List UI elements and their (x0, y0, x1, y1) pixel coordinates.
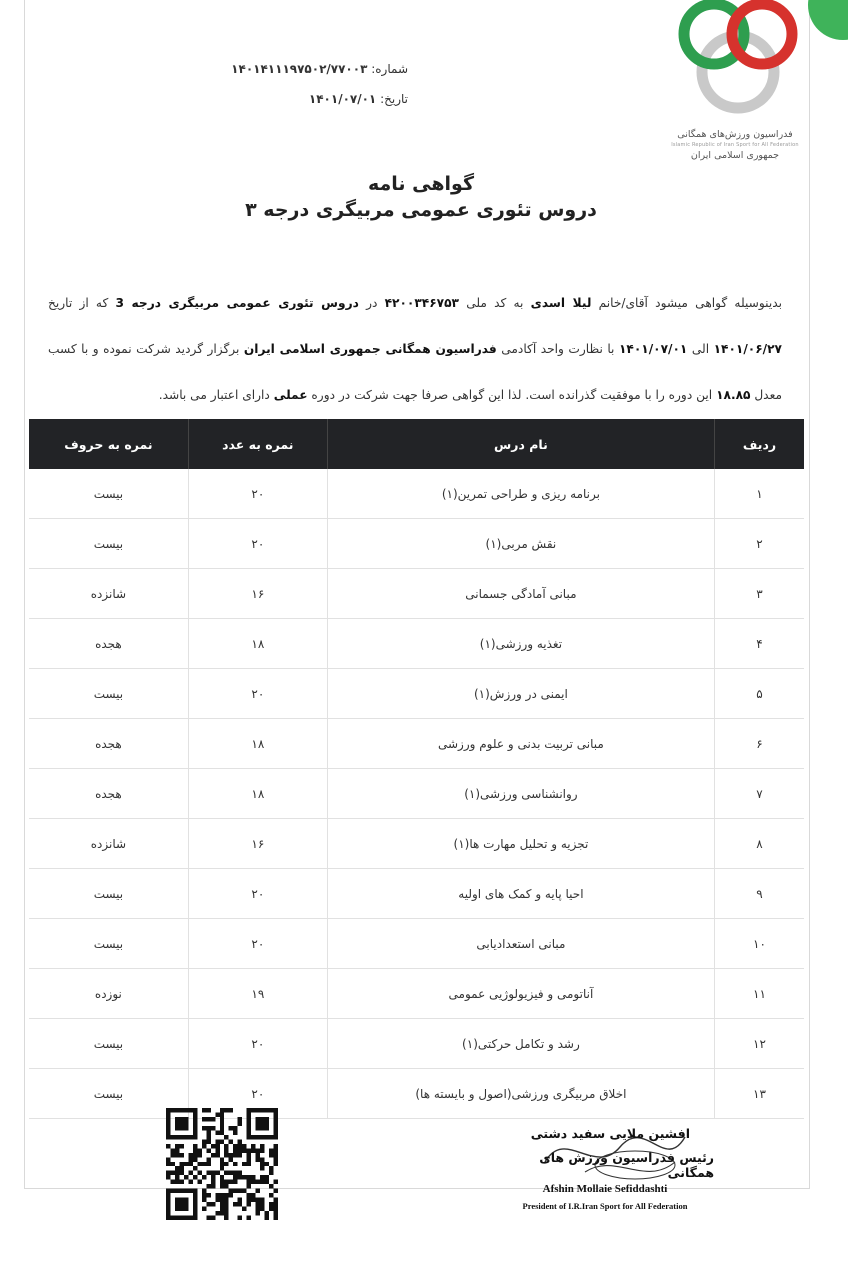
corner-green-mark (808, 0, 848, 40)
score-words: بیست (29, 469, 188, 519)
row-number: ۳ (715, 569, 805, 619)
score-number: ۱۶ (188, 569, 327, 619)
score-words: بیست (29, 869, 188, 919)
row-number: ۱۱ (715, 969, 805, 1019)
person-name: لیلا اسدی (530, 296, 592, 310)
score-number: ۲۰ (188, 1019, 327, 1069)
score-number: ۲۰ (188, 1069, 327, 1119)
course-cell: آناتومی و فیزیولوژیی عمومی (327, 969, 714, 1019)
table-row (29, 869, 804, 919)
practical-word: عملی (273, 388, 308, 402)
body-text-4: که از تاریخ (48, 296, 116, 310)
row-number: ۶ (715, 719, 805, 769)
score-words: هجده (29, 719, 188, 769)
score-number: ۱۸ (188, 719, 327, 769)
header-score-words: نمره به حروف (29, 419, 188, 469)
number-value: ۱۴۰۱۴۱۱۱۹۷۵۰۲/۷۷۰۰۳ (231, 62, 368, 76)
body-text-8: این دوره را با موفقیت گذرانده است. لذا این گواهی صرفا جهت شرکت در دوره (307, 388, 717, 402)
row-number: ۱۳ (715, 1069, 805, 1119)
table-row (29, 769, 804, 819)
course-name: دروس تئوری عمومی مربیگری درجه 3 (115, 296, 359, 310)
course-cell: ایمنی در ورزش(۱) (327, 669, 714, 719)
header-row-number: ردیف (715, 419, 805, 469)
row-number: ۹ (715, 869, 805, 919)
signer-title-en: President of I.R.Iran Sport for All Federation (522, 1201, 688, 1211)
federation-name: فدراسیون همگانی جمهوری اسلامی ایران (243, 342, 497, 356)
score-number: ۱۸ (188, 619, 327, 669)
table-row (29, 969, 804, 1019)
signer-name-fa: افشین ملایی سفید دشتی (530, 1126, 690, 1141)
body-text-6: با نظارت واحد آکادمی (496, 342, 619, 356)
score-words: نوزده (29, 969, 188, 1019)
document-meta (168, 54, 408, 114)
table-row (29, 719, 804, 769)
table-row (29, 669, 804, 719)
body-text-3: در (358, 296, 385, 310)
table-header-row (29, 419, 804, 469)
score-number: ۱۹ (188, 969, 327, 1019)
table-row (29, 569, 804, 619)
average-score: ۱۸.۸۵ (716, 388, 751, 402)
row-number: ۵ (715, 669, 805, 719)
row-number: ۷ (715, 769, 805, 819)
course-cell: برنامه ریزی و طراحی تمرین(۱) (327, 469, 714, 519)
course-cell: تجزیه و تحلیل مهارت ها(۱) (327, 819, 714, 869)
national-id: ۴۲۰۰۳۴۶۷۵۳ (384, 296, 459, 310)
table-row (29, 919, 804, 969)
logo-caption-en: Islamic Republic of Iran Sport for All Federation (671, 142, 799, 148)
header-score-number: نمره به عدد (188, 419, 327, 469)
course-cell: نقش مربی(۱) (327, 519, 714, 569)
row-number: ۱۰ (715, 919, 805, 969)
row-number: ۸ (715, 819, 805, 869)
score-words: بیست (29, 519, 188, 569)
course-cell: رشد و تکامل حرکتی(۱) (327, 1019, 714, 1069)
course-cell: احیا پایه و کمک های اولیه (327, 869, 714, 919)
table-row (29, 469, 804, 519)
score-words: شانزده (29, 569, 188, 619)
certificate-title: گواهی نامه (367, 173, 475, 195)
score-words: بیست (29, 1019, 188, 1069)
score-words: بیست (29, 1069, 188, 1119)
table-row (29, 519, 804, 569)
number-line (168, 54, 408, 84)
course-cell: تغذیه ورزشی(۱) (327, 619, 714, 669)
table-row (29, 819, 804, 869)
table-row (29, 1019, 804, 1069)
score-words: شانزده (29, 819, 188, 869)
score-number: ۲۰ (188, 519, 327, 569)
score-number: ۲۰ (188, 669, 327, 719)
score-number: ۱۸ (188, 769, 327, 819)
date-label: تاریخ: (380, 92, 408, 106)
course-cell: مبانی استعدادیابی (327, 919, 714, 969)
number-label: شماره: (371, 62, 408, 76)
row-number: ۴ (715, 619, 805, 669)
logo-caption-fa2: جمهوری اسلامی ایران (690, 150, 780, 161)
row-number: ۱۲ (715, 1019, 805, 1069)
body-text-5: الی (687, 342, 714, 356)
body-text-2: به کد ملی (458, 296, 531, 310)
logo-caption (655, 128, 815, 162)
row-number: ۲ (715, 519, 805, 569)
grades-table (29, 419, 804, 1119)
score-words: هجده (29, 769, 188, 819)
signer-name-en: Afshin Mollaie Sefiddashti (542, 1183, 668, 1195)
course-cell: روانشناسی ورزشی(۱) (327, 769, 714, 819)
date-value: ۱۴۰۱/۰۷/۰۱ (308, 92, 377, 106)
header-course-name: نام درس (327, 419, 714, 469)
body-text-7: برگزار گردید شرکت نموده و با کسب معدل (48, 342, 782, 402)
score-number: ۲۰ (188, 919, 327, 969)
certificate-subtitle: دروس تئوری عمومی مربیگری درجه ۳ (245, 199, 597, 221)
logo-caption-fa: فدراسیون ورزش‌های همگانی (677, 129, 793, 140)
body-text-1: بدینوسیله گواهی میشود آقای/خانم (591, 296, 783, 310)
qr-code (166, 1108, 278, 1220)
row-number: ۱ (715, 469, 805, 519)
date-to: ۱۴۰۱/۰۷/۰۱ (618, 342, 688, 356)
course-cell: مبانی آمادگی جسمانی (327, 569, 714, 619)
score-words: بیست (29, 919, 188, 969)
certificate-body (48, 280, 782, 418)
date-from: ۱۴۰۱/۰۶/۲۷ (713, 342, 782, 356)
date-line (168, 84, 408, 114)
course-cell: مبانی تربیت بدنی و علوم ورزشی (327, 719, 714, 769)
score-words: بیست (29, 669, 188, 719)
course-cell: اخلاق مربیگری ورزشی(اصول و بایسته ها) (327, 1069, 714, 1119)
score-number: ۱۶ (188, 819, 327, 869)
table-row (29, 1069, 804, 1119)
score-number: ۲۰ (188, 869, 327, 919)
body-text-9: دارای اعتبار می باشد. (158, 388, 274, 402)
signer-title-fa: رئیس فدراسیون ورزش های همگانی (539, 1150, 714, 1180)
table-row (29, 619, 804, 669)
score-number: ۲۰ (188, 469, 327, 519)
score-words: هجده (29, 619, 188, 669)
